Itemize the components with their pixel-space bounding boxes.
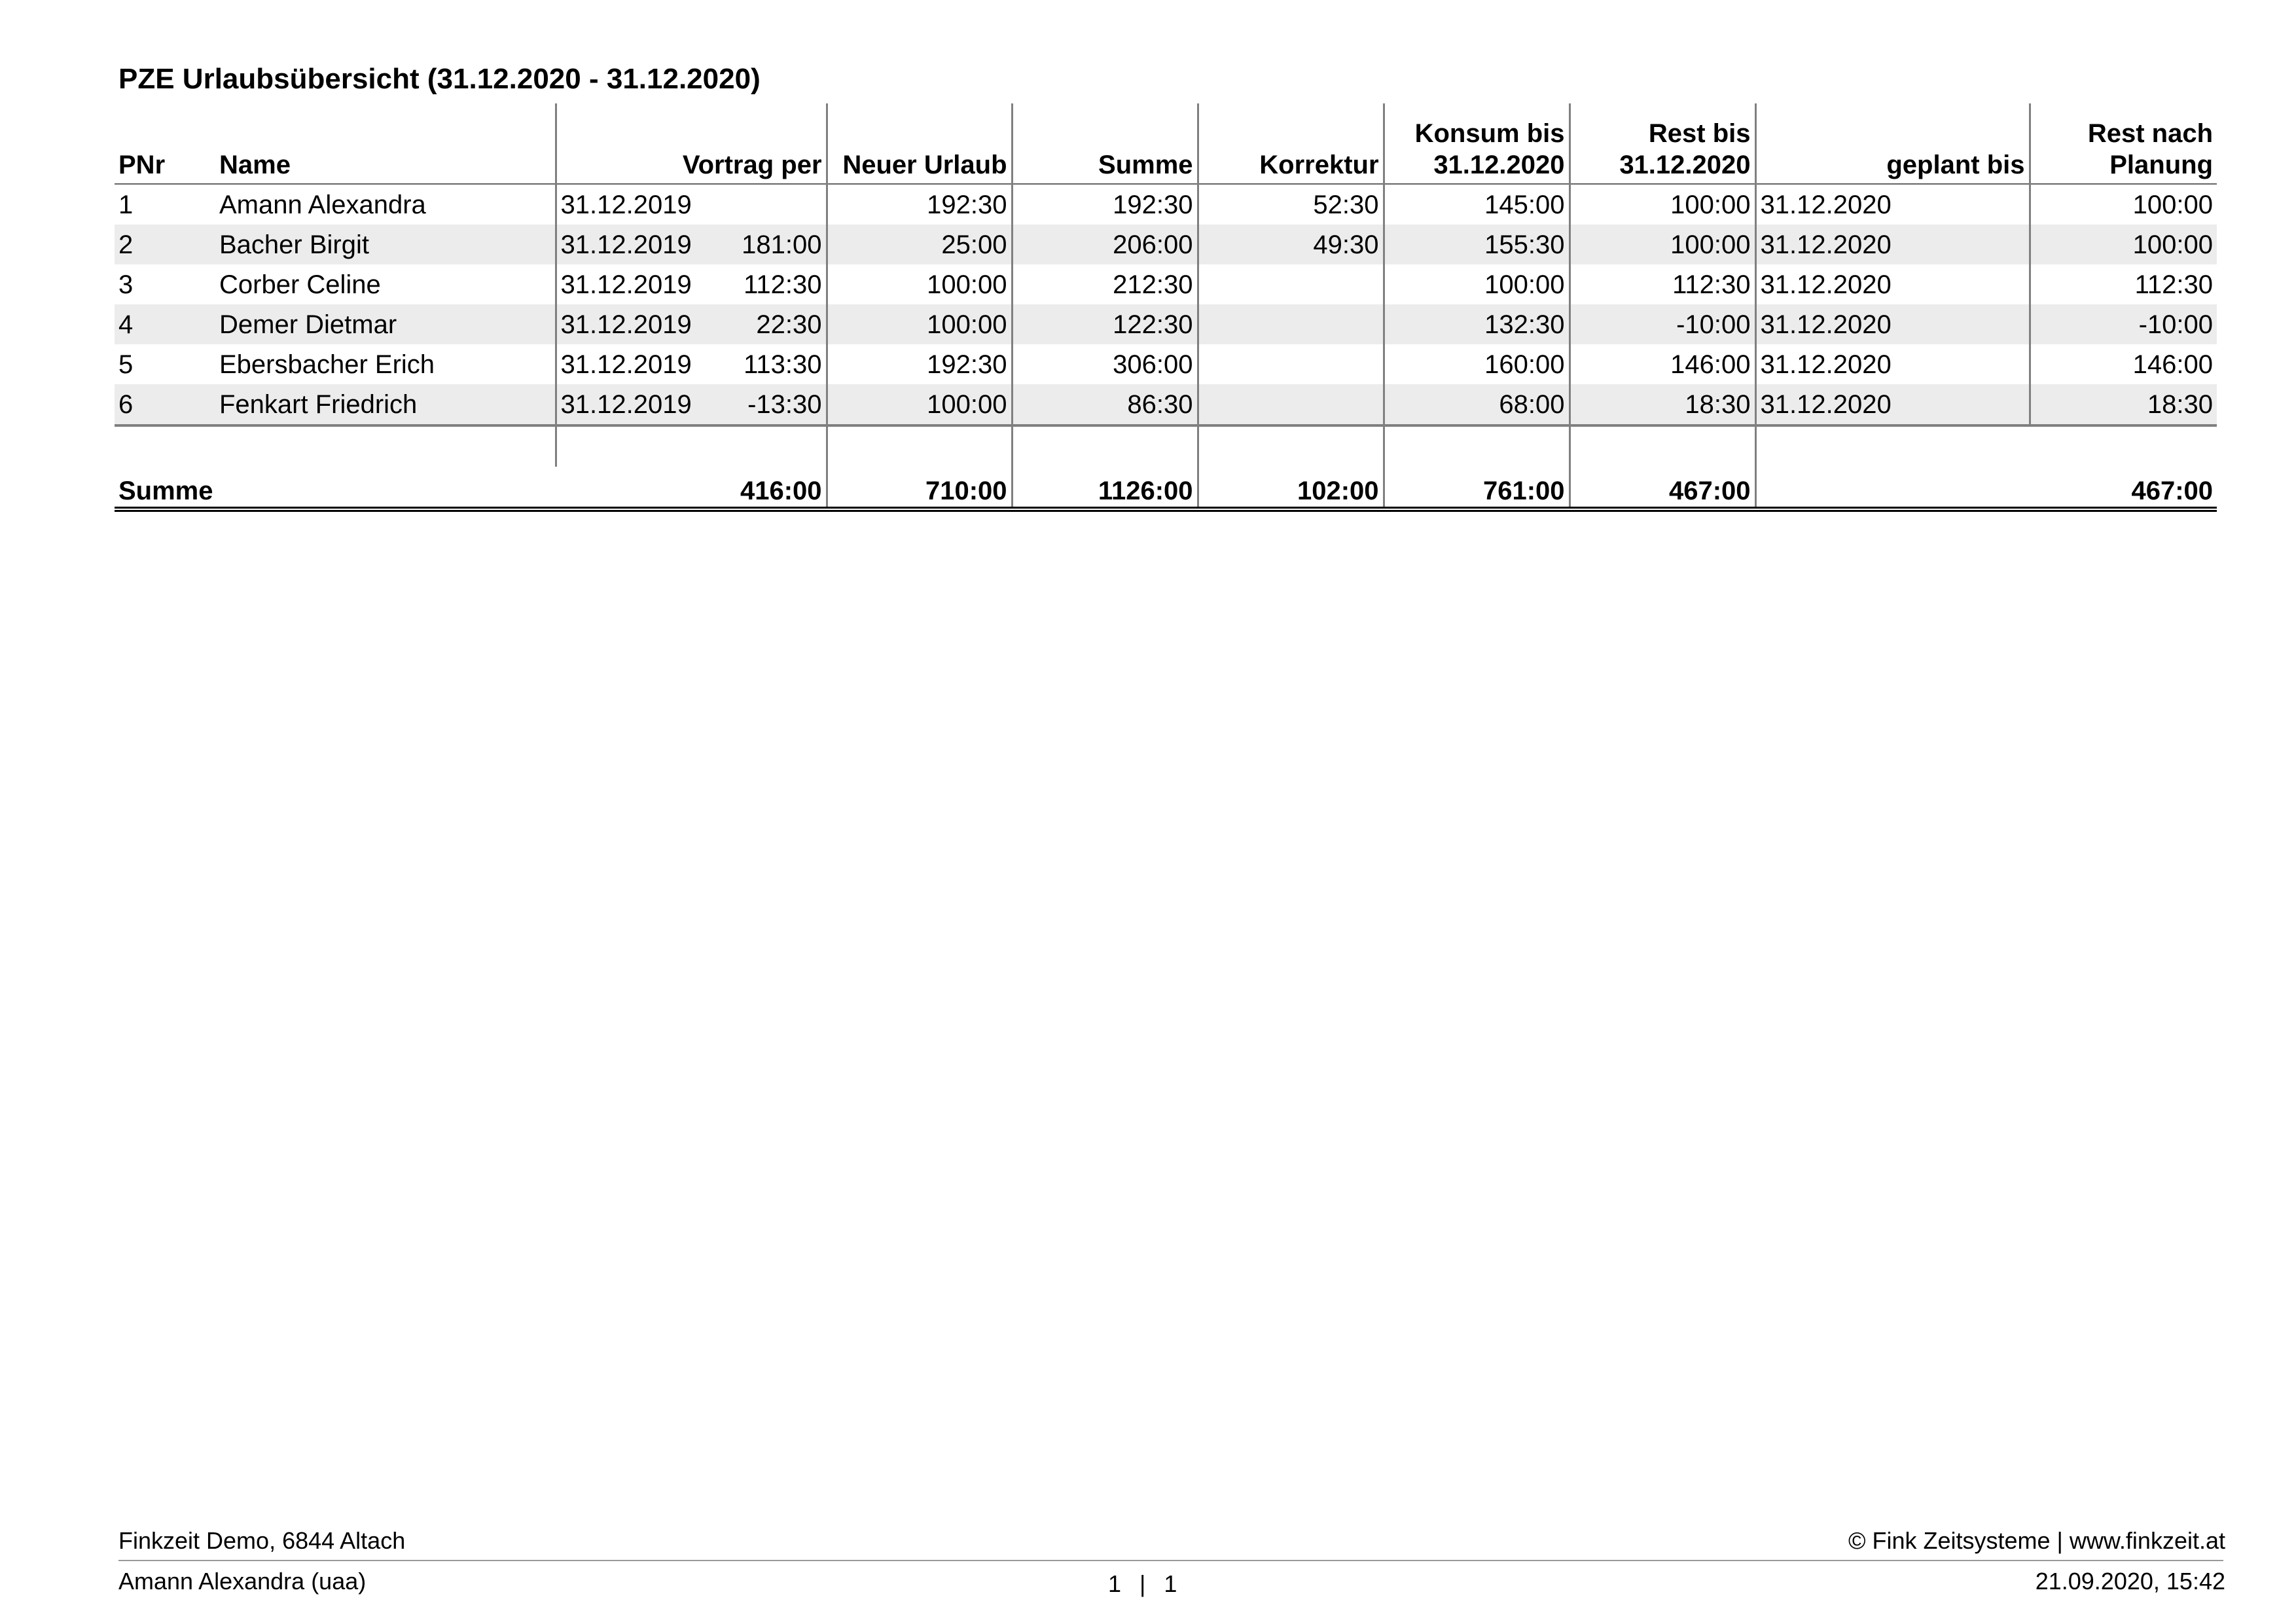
cell-name: Fenkart Friedrich bbox=[215, 384, 556, 425]
cell-rest: 100:00 bbox=[1570, 225, 1755, 264]
cell-neuer-urlaub: 25:00 bbox=[827, 225, 1012, 264]
table-row bbox=[115, 344, 2217, 384]
cell-rest-planung: 146:00 bbox=[2030, 344, 2217, 384]
header-neuer-urlaub: Neuer Urlaub bbox=[827, 103, 1012, 184]
cell-pnr: 4 bbox=[115, 304, 215, 344]
cell-geplant: 31.12.2020 bbox=[1755, 304, 2030, 344]
total-rest: 467:00 bbox=[1570, 467, 1755, 509]
cell-konsum: 100:00 bbox=[1384, 264, 1570, 304]
cell-vortrag-date: 31.12.2019 bbox=[556, 344, 701, 384]
page-separator: | bbox=[1139, 1570, 1146, 1597]
cell-vortrag-value: 113:30 bbox=[744, 350, 822, 379]
page-total: 1 bbox=[1164, 1570, 1177, 1597]
cell-konsum: 145:00 bbox=[1384, 184, 1570, 225]
cell-neuer-urlaub: 100:00 bbox=[827, 304, 1012, 344]
cell-neuer-urlaub: 192:30 bbox=[827, 184, 1012, 225]
cell-rest-planung: 18:30 bbox=[2030, 384, 2217, 425]
cell-korrektur bbox=[1198, 344, 1384, 384]
table-row bbox=[115, 184, 2217, 225]
header-konsum: Konsum bis 31.12.2020 bbox=[1384, 103, 1570, 184]
vacation-table bbox=[115, 103, 2217, 512]
header-korrektur: Korrektur bbox=[1198, 103, 1384, 184]
cell-name: Bacher Birgit bbox=[215, 225, 556, 264]
total-summe: 1126:00 bbox=[1012, 467, 1198, 509]
total-neuer-urlaub: 710:00 bbox=[827, 467, 1012, 509]
cell-summe: 212:30 bbox=[1012, 264, 1198, 304]
cell-summe: 306:00 bbox=[1012, 344, 1198, 384]
cell-summe: 122:30 bbox=[1012, 304, 1198, 344]
cell-vortrag-value: 181:00 bbox=[701, 225, 827, 264]
cell-vortrag-date: 31.12.2019 bbox=[556, 304, 701, 344]
header-rest-planung: Rest nach Planung bbox=[2030, 103, 2217, 184]
cell-neuer-urlaub: 100:00 bbox=[827, 384, 1012, 425]
header-geplant: geplant bis bbox=[1755, 103, 2030, 184]
cell-vortrag-date: 31.12.2019 bbox=[556, 264, 701, 304]
cell-neuer-urlaub: 100:00 bbox=[827, 264, 1012, 304]
cell-rest: 146:00 bbox=[1570, 344, 1755, 384]
table-header bbox=[115, 103, 2217, 184]
header-vortrag: Vortrag per bbox=[556, 103, 827, 184]
cell-vortrag-value: 112:30 bbox=[744, 270, 822, 299]
cell-rest-planung: 100:00 bbox=[2030, 184, 2217, 225]
cell-geplant: 31.12.2020 bbox=[1755, 184, 2030, 225]
cell-rest-planung: -10:00 bbox=[2030, 304, 2217, 344]
total-rest-planung: 467:00 bbox=[1755, 467, 2217, 509]
cell-rest: 100:00 bbox=[1570, 184, 1755, 225]
cell-geplant: 31.12.2020 bbox=[1755, 225, 2030, 264]
cell-rest-planung: 112:30 bbox=[2030, 264, 2217, 304]
cell-korrektur: 52:30 bbox=[1198, 184, 1384, 225]
cell-summe: 192:30 bbox=[1012, 184, 1198, 225]
totals-label: Summe bbox=[115, 467, 556, 509]
cell-korrektur: 49:30 bbox=[1198, 225, 1384, 264]
cell-konsum: 68:00 bbox=[1384, 384, 1570, 425]
footer-company: Finkzeit Demo, 6844 Altach bbox=[118, 1527, 406, 1554]
total-korrektur: 102:00 bbox=[1198, 467, 1384, 509]
cell-summe: 206:00 bbox=[1012, 225, 1198, 264]
cell-vortrag-date: 31.12.2019 bbox=[556, 184, 701, 225]
header-name: Name bbox=[215, 103, 556, 184]
cell-geplant: 31.12.2020 bbox=[1755, 384, 2030, 425]
cell-pnr: 5 bbox=[118, 350, 134, 379]
cell-geplant: 31.12.2020 bbox=[1755, 264, 2030, 304]
table-row bbox=[115, 264, 2217, 304]
cell-summe: 86:30 bbox=[1012, 384, 1198, 425]
cell-pnr: 2 bbox=[115, 225, 215, 264]
cell-vortrag-date: 31.12.2019 bbox=[556, 225, 701, 264]
cell-rest: -10:00 bbox=[1570, 304, 1755, 344]
page-current: 1 bbox=[1108, 1570, 1122, 1597]
cell-name: Demer Dietmar bbox=[215, 304, 556, 344]
header-rest: Rest bis 31.12.2020 bbox=[1570, 103, 1755, 184]
cell-neuer-urlaub: 192:30 bbox=[827, 344, 1012, 384]
footer-copyright: © Fink Zeitsysteme | www.finkzeit.at bbox=[1848, 1527, 2225, 1554]
cell-vortrag-value bbox=[701, 184, 827, 225]
report-title: PZE Urlaubsübersicht (31.12.2020 - 31.12.2020) bbox=[118, 63, 761, 95]
footer-user: Amann Alexandra (uaa) bbox=[118, 1568, 367, 1595]
cell-pnr: 6 bbox=[115, 384, 215, 425]
cell-rest: 112:30 bbox=[1570, 264, 1755, 304]
cell-vortrag-value: 22:30 bbox=[701, 304, 827, 344]
cell-konsum: 132:30 bbox=[1384, 304, 1570, 344]
cell-geplant: 31.12.2020 bbox=[1755, 344, 2030, 384]
total-konsum: 761:00 bbox=[1384, 467, 1570, 509]
cell-pnr: 1 bbox=[118, 190, 134, 219]
cell-name: Amann Alexandra bbox=[219, 190, 426, 219]
cell-konsum: 155:30 bbox=[1384, 225, 1570, 264]
totals-row bbox=[115, 467, 2217, 509]
footer-datetime: 21.09.2020, 15:42 bbox=[2035, 1568, 2225, 1595]
totals-divider bbox=[115, 425, 2217, 467]
cell-rest: 18:30 bbox=[1570, 384, 1755, 425]
total-vortrag: 416:00 bbox=[556, 467, 827, 509]
cell-korrektur bbox=[1198, 304, 1384, 344]
footer-divider bbox=[118, 1560, 2223, 1561]
cell-name: Corber Celine bbox=[219, 270, 381, 299]
header-pnr: PNr bbox=[115, 103, 215, 184]
cell-korrektur bbox=[1198, 384, 1384, 425]
cell-rest-planung: 100:00 bbox=[2030, 225, 2217, 264]
cell-name: Ebersbacher Erich bbox=[219, 350, 435, 379]
page-number bbox=[1108, 1570, 1177, 1598]
table-row bbox=[115, 304, 2217, 344]
cell-korrektur bbox=[1198, 264, 1384, 304]
cell-vortrag-value: -13:30 bbox=[701, 384, 827, 425]
cell-pnr: 3 bbox=[118, 270, 134, 299]
table-row bbox=[115, 384, 2217, 425]
header-summe: Summe bbox=[1012, 103, 1198, 184]
cell-konsum: 160:00 bbox=[1384, 344, 1570, 384]
cell-vortrag-date: 31.12.2019 bbox=[556, 384, 701, 425]
table-row bbox=[115, 225, 2217, 264]
